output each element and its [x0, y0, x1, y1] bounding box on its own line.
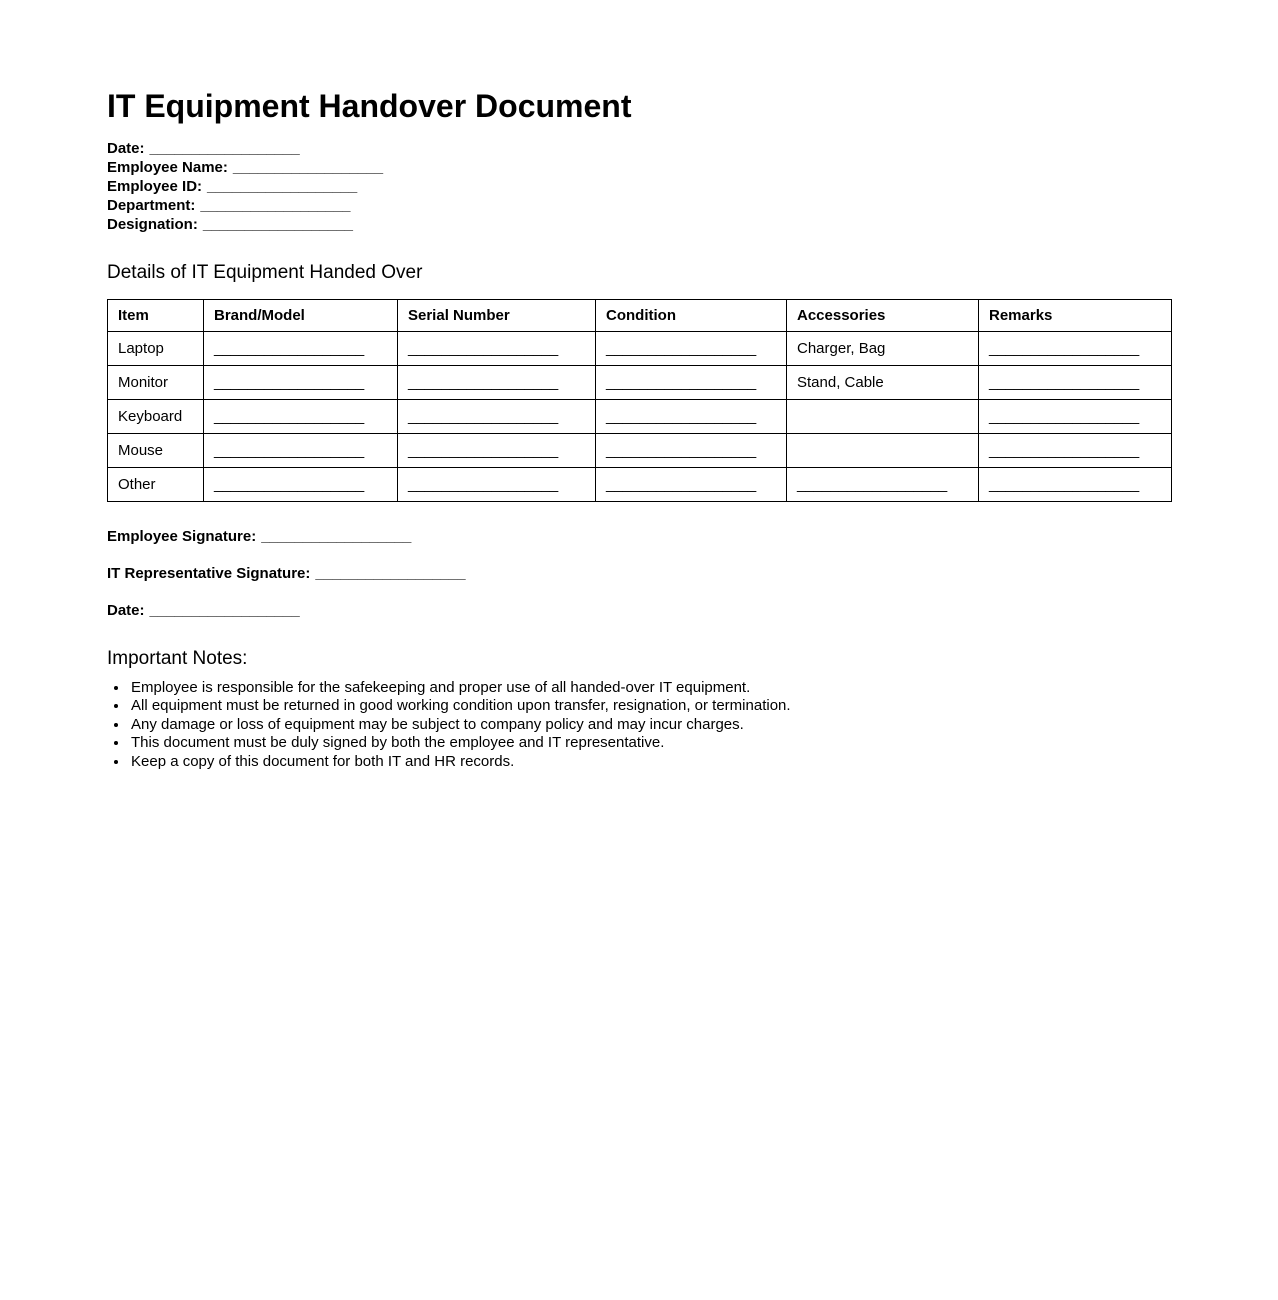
it-representative-signature-label: IT Representative Signature: — [107, 565, 311, 582]
field-department-blank: __________________ — [200, 197, 351, 214]
field-department-label: Department: — [107, 197, 196, 214]
field-employee-id-blank: __________________ — [207, 178, 358, 195]
field-designation — [107, 215, 1171, 234]
cell-item: Keyboard — [108, 400, 204, 434]
cell-item: Monitor — [108, 366, 204, 400]
document-title: IT Equipment Handover Document — [107, 88, 632, 124]
equipment-section-heading: Details of IT Equipment Handed Over — [107, 262, 423, 283]
field-employee-id-label: Employee ID: — [107, 178, 203, 195]
cell-condition: __________________ — [596, 332, 787, 366]
signature-date-blank: __________________ — [149, 602, 300, 619]
cell-serial-number: __________________ — [398, 434, 596, 468]
cell-serial-number: __________________ — [398, 332, 596, 366]
field-employee-name-label: Employee Name: — [107, 159, 228, 176]
column-header-condition: Condition — [596, 300, 787, 332]
cell-remarks: __________________ — [979, 434, 1172, 468]
table-row-mouse — [108, 434, 1172, 468]
table-row-keyboard — [108, 400, 1172, 434]
field-date-blank: __________________ — [149, 140, 300, 157]
cell-brand-model: __________________ — [204, 332, 398, 366]
cell-item: Mouse — [108, 434, 204, 468]
cell-brand-model: __________________ — [204, 400, 398, 434]
cell-accessories: Stand, Cable — [787, 366, 979, 400]
cell-condition: __________________ — [596, 366, 787, 400]
signature-date-label: Date: — [107, 602, 145, 619]
cell-condition: __________________ — [596, 400, 787, 434]
employee-signature-line — [107, 527, 1171, 546]
field-designation-blank: __________________ — [202, 216, 354, 233]
table-row-laptop — [108, 332, 1172, 366]
cell-condition: __________________ — [596, 468, 787, 502]
field-date-label: Date: — [107, 140, 145, 157]
notes-list — [107, 679, 1171, 771]
note-item: • Keep a copy of this document for both IT and HR records. — [129, 753, 1171, 771]
column-header-accessories: Accessories — [787, 300, 979, 332]
cell-accessories — [787, 434, 979, 468]
field-employee-name-blank: __________________ — [232, 159, 384, 176]
employee-signature-label: Employee Signature: — [107, 528, 257, 545]
cell-serial-number: __________________ — [398, 468, 596, 502]
cell-serial-number: __________________ — [398, 366, 596, 400]
field-employee-name — [107, 158, 1171, 177]
column-header-remarks: Remarks — [979, 300, 1172, 332]
field-designation-label: Designation: — [107, 216, 198, 233]
cell-remarks: __________________ — [979, 332, 1172, 366]
cell-remarks: __________________ — [979, 366, 1172, 400]
it-representative-signature-blank: __________________ — [315, 565, 466, 582]
cell-accessories: __________________ — [787, 468, 979, 502]
notes-heading: Important Notes: — [107, 648, 248, 669]
signature-block — [107, 527, 1171, 620]
cell-item: Other — [108, 468, 204, 502]
cell-brand-model: __________________ — [204, 366, 398, 400]
field-department — [107, 196, 1171, 215]
cell-remarks: __________________ — [979, 468, 1172, 502]
cell-remarks: __________________ — [979, 400, 1172, 434]
table-row-monitor — [108, 366, 1172, 400]
cell-accessories — [787, 400, 979, 434]
cell-brand-model: __________________ — [204, 434, 398, 468]
cell-serial-number: __________________ — [398, 400, 596, 434]
table-row-other — [108, 468, 1172, 502]
note-item: • All equipment must be returned in good working condition upon transfer, resignation, or termination. — [129, 697, 1171, 715]
note-item: • This document must be duly signed by both the employee and IT representative. — [129, 734, 1171, 752]
column-header-brand-model: Brand/Model — [204, 300, 398, 332]
cell-accessories: Charger, Bag — [787, 332, 979, 366]
column-header-item: Item — [108, 300, 204, 332]
employee-signature-blank: __________________ — [261, 528, 412, 545]
column-header-serial-number: Serial Number — [398, 300, 596, 332]
table-header-row — [108, 300, 1172, 332]
field-date — [107, 139, 1171, 158]
equipment-table — [107, 299, 1172, 502]
cell-item: Laptop — [108, 332, 204, 366]
note-item: • Any damage or loss of equipment may be subject to company policy and may incur charges. — [129, 716, 1171, 734]
note-item: • Employee is responsible for the safekeeping and proper use of all handed-over IT equipment. — [129, 679, 1171, 697]
cell-condition: __________________ — [596, 434, 787, 468]
field-employee-id — [107, 177, 1171, 196]
header-fields — [107, 139, 1171, 234]
it-representative-signature-line — [107, 564, 1171, 583]
cell-brand-model: __________________ — [204, 468, 398, 502]
signature-date-line — [107, 601, 1171, 620]
